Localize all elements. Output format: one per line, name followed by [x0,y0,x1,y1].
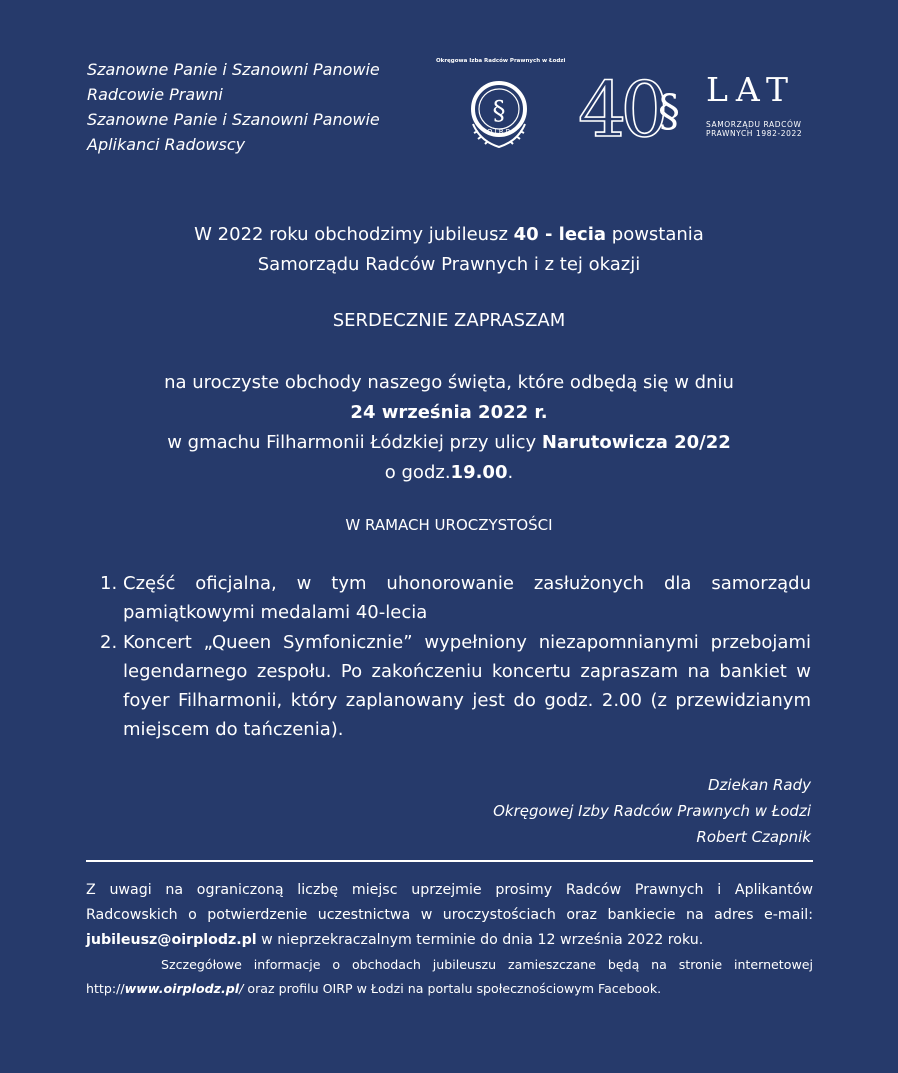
footer-text: oraz profilu OIRP w Łodzi na portalu społecznościowym Facebook. [243,981,662,996]
event-line [0,458,898,488]
anniversary-section-sign: § [658,86,680,137]
anniversary-subtitle-line: SAMORZĄDU RADCÓW [706,120,802,129]
divider [86,860,813,862]
greeting-line: Radcowie Prawni [87,85,223,104]
oirp-emblem-icon [468,69,530,151]
anniversary-mark [578,68,703,148]
greeting-line: Szanowne Panie i Szanowni Panowie [87,110,380,129]
website-link[interactable] [86,981,243,996]
program-item [100,628,811,744]
signature-block [493,772,811,850]
event-block [0,368,898,488]
intro-highlight: 40 - lecia [513,224,607,245]
email-link[interactable]: jubileusz@oirplodz.pl [86,932,257,948]
url-prefix: http:// [86,981,125,996]
event-address: Narutowicza 20/22 [541,432,731,453]
signature-line: Okręgowej Izby Radców Prawnych w Łodzi [493,802,811,820]
footer-line [86,977,813,1001]
event-time: 19.00 [450,462,508,483]
intro-line: Samorządu Radców Prawnych i z tej okazji [257,254,641,275]
greeting-block [87,57,380,157]
anniversary-subtitle-line: PRAWNYCH 1982-2022 [706,129,803,138]
event-line: na uroczyste obchody naszego święta, które odbędą się w dniu [164,372,734,393]
greeting-line: Szanowne Panie i Szanowni Panowie [87,60,380,79]
oirp-caption: Okręgowa Izba Radców Prawnych w Łodzi [436,58,566,64]
signature-line: Dziekan Rady [708,776,811,794]
program-heading: W RAMACH UROCZYSTOŚCI [345,516,553,534]
footer-note [86,878,813,1001]
anniversary-subtitle [706,120,802,138]
event-date-text: 24 września 2022 r. [350,402,548,423]
event-text: . [507,462,514,483]
program-list [100,569,811,744]
footer-text: w nieprzekraczalnym terminie do dnia 12 września 2022 roku. [256,932,704,948]
footer-line: Radcowskich o potwierdzenie uczestnictwa w uroczystościach oraz bankiecie na adres e-mail: [86,907,813,923]
invite-heading: SERDECZNIE ZAPRASZAM [332,310,566,331]
program-item-number: 2. [100,632,118,653]
oirp-logo [436,58,566,151]
event-text: o godz. [384,462,451,483]
oirp-emblem-text: O.I.R.P. [487,128,511,136]
footer-line: Szczegółowe informacje o obchodach jubileuszu zamieszczane będą na stronie internetowej [161,957,813,972]
url-suffix: / [239,981,244,996]
anniversary-word: LAT [706,70,796,109]
footer-line [86,928,813,953]
program-item-text: Część oficjalna, w tym uhonorowanie zasłużonych dla samorządu pamiątkowymi medalami 40-lecia [123,573,811,623]
event-date [0,398,898,428]
anniversary-logo [578,68,828,148]
event-text: w gmachu Filharmonii Łódzkiej przy ulicy [167,432,542,453]
oirp-emblem-symbol: § [492,96,506,126]
signature-line: Robert Czapnik [696,828,811,846]
intro-text: W 2022 roku obchodzimy jubileusz [194,224,514,245]
anniversary-number: 40 [578,68,663,148]
intro-line [0,220,898,250]
greeting-line: Aplikanci Radowscy [87,135,246,154]
intro-text: powstania [606,224,704,245]
url-domain: www.oirplodz.pl [124,981,240,996]
footer-line: Z uwagi na ograniczoną liczbę miejsc uprzejmie prosimy Radców Prawnych i Aplikantów [86,882,813,898]
intro-block [0,220,898,280]
program-item [100,569,811,627]
event-line [0,428,898,458]
program-item-text: Koncert „Queen Symfonicznie” wypełniony niezapomnianymi przebojami legendarnego zespołu. Po zakończeniu koncertu zapraszam na bankiet w foyer Filharmonii, który zaplanowany jest do godz. 2.00 (z przewidzianym miejscem do tańczenia). [123,632,811,740]
program-item-number: 1. [100,573,118,594]
